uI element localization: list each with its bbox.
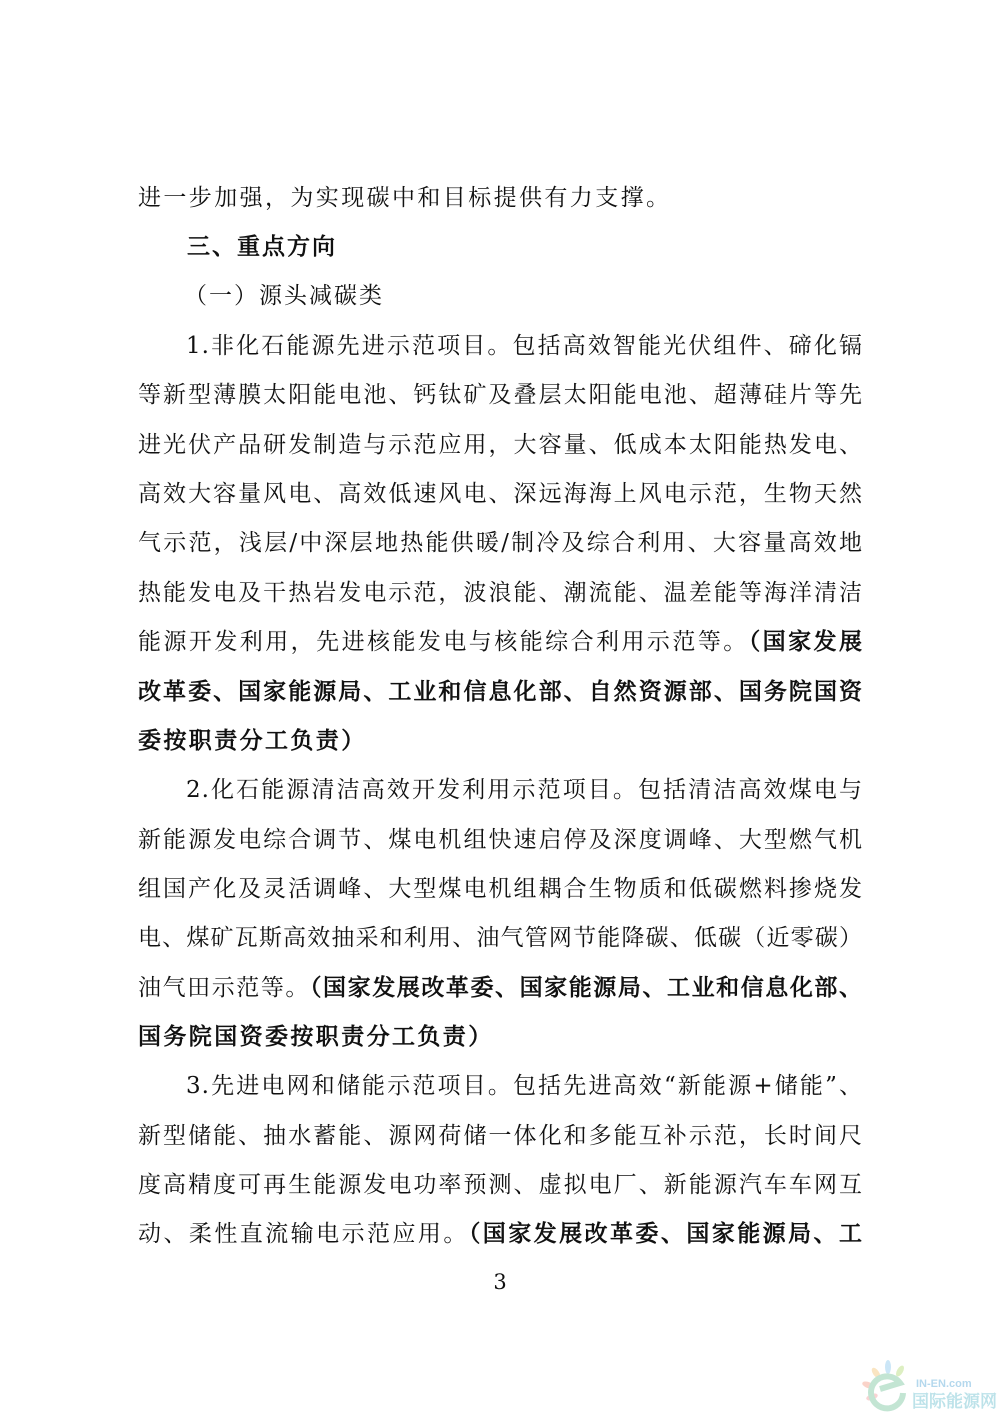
paragraph-line [138,726,367,756]
responsible-agencies-text: （国家发展改革委、国家能源局、工业和信息化部、 [309,974,864,1001]
svg-text:国际能源网: 国际能源网 [912,1392,997,1412]
paragraph-line [138,479,863,509]
paragraph-line [138,430,863,460]
body-text: 能源开发利用，先进核能发电与核能综合利用示范等。 [138,629,749,655]
paragraph-line: 1.非化石能源先进示范项目。包括高效智能光伏组件、碲化镉 [186,333,863,359]
responsible-agencies-text: （国家发展改革委、国家能源局、工 [468,1220,864,1247]
paragraph-line [138,923,863,953]
body-text: 进光伏产品研发制造与示范应用，大容量、低成本太阳能热发电、 [138,432,863,458]
svg-text:IN-EN.com: IN-EN.com [916,1378,972,1390]
paragraph-line [138,1170,863,1200]
paragraph-line [186,1071,863,1101]
body-text: 热能发电及干热岩发电示范，波浪能、潮流能、温差能等海洋清洁 [138,580,863,606]
body-text: 新型储能、抽水蓄能、源网荷储一体化和多能互补示范，长时间尺 [138,1123,863,1149]
body-text: 3.先进电网和储能示范项目。包括先进高效“新能源+储能”、 [186,1073,863,1099]
paragraph-line [138,973,863,1003]
body-text: 度高精度可再生能源发电功率预测、虚拟电厂、新能源汽车车网互 [138,1172,863,1198]
body-text: 组国产化及灵活调峰、大型煤电机组耦合生物质和低碳燃料掺烧发 [138,876,863,902]
body-text: 2.化石能源清洁高效开发利用示范项目。包括清洁高效煤电与 [186,777,863,803]
page-number: 3 [493,1270,507,1294]
body-text: 动、柔性直流输电示范应用。 [138,1221,469,1247]
body-text: 新能源发电综合调节、煤电机组快速启停及深度调峰、大型燃气机 [138,827,863,853]
paragraph-line [138,528,863,558]
paragraph-line [138,874,863,904]
body-text: 高效大容量风电、高效低速风电、深远海海上风电示范，生物天然 [138,481,863,507]
paragraph-line [138,1022,494,1052]
responsible-agencies-text: 委按职责分工负责） [138,727,367,754]
paragraph-line [138,1219,863,1249]
body-text: 进一步加强，为实现碳中和目标提供有力支撑。 [138,185,672,211]
paragraph-line [138,627,863,657]
responsible-agencies-text: 改革委、国家能源局、工业和信息化部、自然资源部、国务院国资 [138,678,863,705]
paragraph-line [138,380,863,410]
paragraph-line [138,183,671,213]
body-text: 等新型薄膜太阳能电池、钙钛矿及叠层太阳能电池、超薄硅片等先 [138,382,863,408]
paragraph-line [138,1121,863,1151]
paragraph-line [138,578,863,608]
responsible-agencies-text: （国家发展 [748,628,864,655]
body-text: 气示范，浅层/中深层地热能供暖/制冷及综合利用、大容量高效地 [138,530,863,556]
body-text: 油气田示范等。 [138,975,310,1001]
responsible-agencies-text: 国务院国资委按职责分工负责） [138,1023,494,1050]
body-text: 电、煤矿瓦斯高效抽采和利用、油气管网节能降碳、低碳（近零碳） [138,925,863,951]
subsection-heading: （一）源头减碳类 [184,283,384,309]
paragraph-line [138,825,863,855]
section-heading: 三、重点方向 [187,233,337,260]
paragraph-line [186,775,863,805]
in-en-watermark-logo [858,1355,998,1413]
paragraph-line [138,677,863,707]
